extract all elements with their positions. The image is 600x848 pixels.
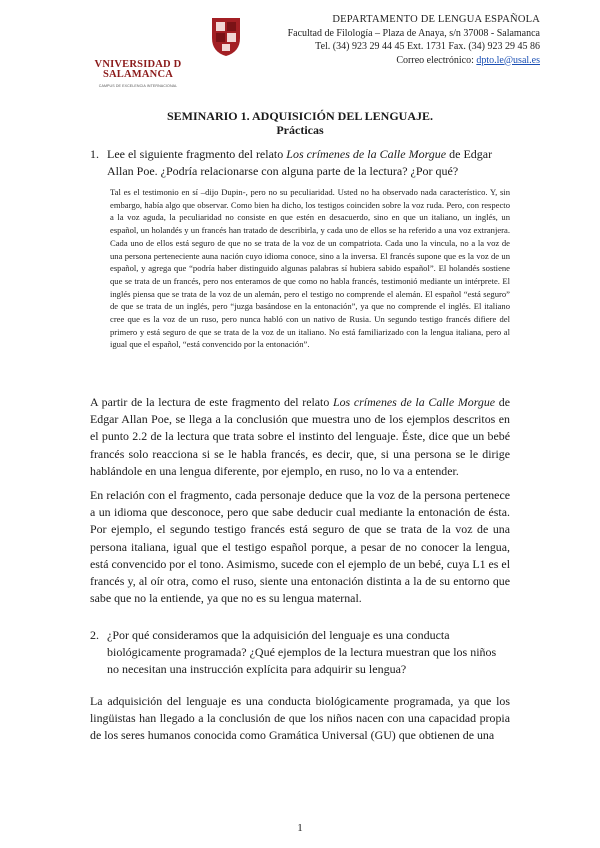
seminar-title: SEMINARIO 1. ADQUISICIÓN DEL LENGUAJE. (166, 109, 434, 123)
seminar-subtitle: Prácticas (276, 123, 324, 137)
email-label: Correo electrónico: (396, 54, 474, 66)
question-2 (90, 627, 510, 678)
work-title: Los crímenes de la Calle Morgue (333, 395, 496, 409)
page-number: 1 (297, 822, 303, 834)
university-seal-icon (208, 14, 244, 58)
question-2-text: ¿Por qué consideramos que la adquisición del lenguaje es una conducta biológicamente programada? ¿Qué ejemplos de la lectura muestran que los niños no necesitan una instrucción explícita para adquirir su lengua? (107, 628, 497, 676)
department-phone: Tel. (34) 923 29 44 45 Ext. 1731 Fax. (34) 923 29 45 86 (315, 41, 540, 52)
email-link[interactable]: dpto.le@usal.es (476, 54, 540, 66)
logo-name: VNIVERSIDAD D SALAMANCA (94, 59, 182, 80)
question-1 (90, 146, 510, 180)
department-info (288, 13, 540, 67)
department-email-line (288, 54, 540, 68)
quoted-fragment: Tal es el testimonio en sí –dijo Dupin-, pero no su peculiaridad. Usted no ha observado nada característico. Y, sin embargo, había algo que observar. Como bien ha dicho, los testigos coinciden sobre la voz ruda. Pero, con respecto a la voz aguda, la peculiaridad no consiste en que estén en desacuerdo, sino en que un italiano, un inglés, un español, un holandés y un francés han tratado de describirla, y cada uno de ellos se ha referido a una voz extranjera. Cada uno de ellos está seguro de que no se trata de la voz de un compatriota. Cada uno la vincula, no a la voz de una persona perteneciente auna nación cuyo idioma conoce, sino a la inversa. El francés supone que es la voz de un español, y agrega que “podría haber distinguido algunas palabras sí hubiera sabido español”. El holandés sostiene que se trata de un francés, pero nos enteramos de que como no habla francés, testimonió mediante un intérprete. El inglés piensa que se trata de la voz de un alemán, pero el testigo no comprende el alemán. El español “está seguro” de que se trata de un inglés, pero “juzga basándose en la entonación”, ya que no comprende el inglés. El italiano cree que es la voz de un ruso, pero nunca habló con un nativo de Rusia. Un segundo testigo francés difiere del primero y está seguro de que se trata de la voz de un italiano. No está familiarizado con la lengua italiana, pero al igual que el español, “está convencido por la entonación”. (110, 187, 510, 350)
answer-paragraph-3: La adquisición del lenguaje es una conducta biológicamente programada, ya que los lingüistas han llegado a la conclusión de que los niños nacen con una capacidad propia de los seres humanos conocida como Gramática Universal (GU) que obtienen de una (90, 694, 510, 743)
question-1-number: 1. (90, 147, 99, 161)
answer-paragraph-1: A partir de la lectura de este fragmento del relato Los crímenes de la Calle Morgue de Edgar Allan Poe, se llega a la conclusión que muestra uno de los ejemplos descritos en el punto 2.2 de la lectura que trata sobre el instinto del lenguaje. Éste, dice que un bebé francés solo reacciona si se le habla francés, es decir, que, si una persona se le dirige hablándole en una lengua diferente, por ejemplo, en ruso, no lo va a entender. (90, 395, 510, 478)
page-title (0, 109, 600, 137)
department-name: DEPARTAMENTO DE LENGUA ESPAÑOLA (332, 14, 540, 25)
answer-paragraph-2: En relación con el fragmento, cada personaje deduce que la voz de la persona pertenece a un idioma que desconoce, pero que sabe deducir cual mediante la entonación de ésta. Por ejemplo, el segundo testigo francés está seguro de que se trata de la voz de una persona italiana, igual que el testigo español porque, a pesar de no conocer la lengua, está convencido por el tono. Asimismo, sucede con el ejemplo de un bebé, cuya L1 es el francés y, al oír otra, como el ruso, siente una entonación distinta a la de su entorno que sabe que no la entiende, ya que no es su lengua maternal. (90, 488, 510, 606)
question-1-text: Lee el siguiente fragmento del relato Los crímenes de la Calle Morgue de Edgar Allan Poe. ¿Podría relacionarse con alguna parte de la lectura? ¿Por qué? (107, 147, 493, 178)
department-address: Facultad de Filología – Plaza de Anaya, s/n 37008 - Salamanca (287, 27, 540, 39)
question-2-number: 2. (90, 628, 99, 642)
work-title: Los crímenes de la Calle Morgue (286, 147, 447, 161)
logo-subtitle: CAMPUS DE EXCELENCIA INTERNACIONAL (98, 84, 178, 88)
